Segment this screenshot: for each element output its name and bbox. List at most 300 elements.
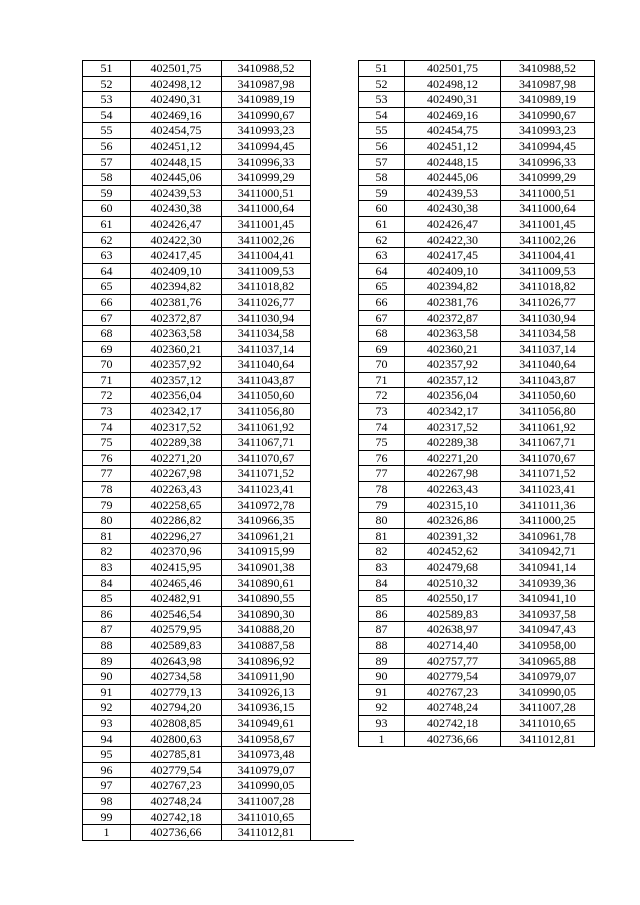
point-number-cell: 80 (359, 513, 405, 529)
y-coordinate-cell: 3411010,65 (501, 715, 595, 731)
y-coordinate-cell: 3410990,05 (501, 684, 595, 700)
point-number-cell: 77 (359, 466, 405, 482)
x-coordinate-cell: 402439,53 (405, 185, 501, 201)
y-coordinate-cell: 3410911,90 (222, 669, 311, 685)
coordinates-table-right-body (359, 61, 595, 747)
point-number-cell: 75 (359, 435, 405, 451)
table-row (83, 357, 355, 373)
empty-cell (311, 653, 355, 669)
point-number-cell: 60 (359, 201, 405, 217)
table-row (359, 528, 595, 544)
x-coordinate-cell: 402357,92 (131, 357, 222, 373)
table-row (83, 138, 355, 154)
y-coordinate-cell: 3410989,19 (222, 92, 311, 108)
x-coordinate-cell: 402643,98 (131, 653, 222, 669)
empty-cell (311, 357, 355, 373)
y-coordinate-cell: 3410993,23 (501, 123, 595, 139)
x-coordinate-cell: 402757,77 (405, 653, 501, 669)
empty-cell (311, 560, 355, 576)
empty-cell (311, 154, 355, 170)
empty-cell (311, 637, 355, 653)
table-row (83, 809, 355, 825)
empty-cell (311, 450, 355, 466)
x-coordinate-cell: 402589,83 (405, 606, 501, 622)
x-coordinate-cell: 402342,17 (405, 404, 501, 420)
empty-cell (311, 606, 355, 622)
empty-cell (311, 684, 355, 700)
x-coordinate-cell: 402271,20 (131, 450, 222, 466)
x-coordinate-cell: 402469,16 (405, 107, 501, 123)
point-number-cell: 62 (83, 232, 131, 248)
point-number-cell: 54 (83, 107, 131, 123)
y-coordinate-cell: 3411056,80 (501, 404, 595, 420)
y-coordinate-cell: 3410958,67 (222, 731, 311, 747)
point-number-cell: 99 (83, 809, 131, 825)
y-coordinate-cell: 3410941,10 (501, 591, 595, 607)
x-coordinate-cell: 402360,21 (405, 341, 501, 357)
point-number-cell: 73 (83, 404, 131, 420)
y-coordinate-cell: 3410990,67 (222, 107, 311, 123)
empty-cell (311, 123, 355, 139)
point-number-cell: 66 (359, 294, 405, 310)
x-coordinate-cell: 402439,53 (131, 185, 222, 201)
table-row (359, 684, 595, 700)
y-coordinate-cell: 3411037,14 (501, 341, 595, 357)
table-row (359, 61, 595, 77)
x-coordinate-cell: 402357,12 (405, 372, 501, 388)
empty-cell (311, 170, 355, 186)
y-coordinate-cell: 3410958,00 (501, 637, 595, 653)
table-row (359, 76, 595, 92)
point-number-cell: 85 (359, 591, 405, 607)
empty-cell (311, 138, 355, 154)
x-coordinate-cell: 402742,18 (131, 809, 222, 825)
x-coordinate-cell: 402501,75 (131, 61, 222, 77)
x-coordinate-cell: 402498,12 (131, 76, 222, 92)
x-coordinate-cell: 402363,58 (131, 326, 222, 342)
x-coordinate-cell: 402326,86 (405, 513, 501, 529)
point-number-cell: 95 (83, 747, 131, 763)
x-coordinate-cell: 402271,20 (405, 450, 501, 466)
table-row (83, 669, 355, 685)
x-coordinate-cell: 402426,47 (131, 216, 222, 232)
x-coordinate-cell: 402289,38 (131, 435, 222, 451)
point-number-cell: 98 (83, 793, 131, 809)
table-row (359, 372, 595, 388)
y-coordinate-cell: 3411061,92 (222, 419, 311, 435)
empty-cell (311, 497, 355, 513)
table-row (359, 513, 595, 529)
y-coordinate-cell: 3411009,53 (222, 263, 311, 279)
point-number-cell: 53 (359, 92, 405, 108)
y-coordinate-cell: 3411071,52 (501, 466, 595, 482)
empty-cell (311, 279, 355, 295)
table-row (359, 232, 595, 248)
y-coordinate-cell: 3410926,13 (222, 684, 311, 700)
y-coordinate-cell: 3410994,45 (501, 138, 595, 154)
x-coordinate-cell: 402748,24 (405, 700, 501, 716)
point-number-cell: 56 (83, 138, 131, 154)
table-row (83, 544, 355, 560)
y-coordinate-cell: 3411030,94 (501, 310, 595, 326)
point-number-cell: 57 (83, 154, 131, 170)
y-coordinate-cell: 3411043,87 (222, 372, 311, 388)
y-coordinate-cell: 3411050,60 (501, 388, 595, 404)
point-number-cell: 86 (359, 606, 405, 622)
point-number-cell: 79 (359, 497, 405, 513)
table-row (83, 92, 355, 108)
y-coordinate-cell: 3411018,82 (222, 279, 311, 295)
y-coordinate-cell: 3411004,41 (501, 248, 595, 264)
x-coordinate-cell: 402490,31 (131, 92, 222, 108)
table-row (83, 653, 355, 669)
y-coordinate-cell: 3411012,81 (501, 731, 595, 747)
x-coordinate-cell: 402469,16 (131, 107, 222, 123)
table-row (83, 279, 355, 295)
table-row (359, 357, 595, 373)
point-number-cell: 91 (359, 684, 405, 700)
y-coordinate-cell: 3411071,52 (222, 466, 311, 482)
x-coordinate-cell: 402748,24 (131, 793, 222, 809)
point-number-cell: 90 (359, 669, 405, 685)
y-coordinate-cell: 3410987,98 (501, 76, 595, 92)
empty-cell (311, 591, 355, 607)
y-coordinate-cell: 3411018,82 (501, 279, 595, 295)
table-row (83, 154, 355, 170)
x-coordinate-cell: 402736,66 (405, 731, 501, 747)
y-coordinate-cell: 3410915,99 (222, 544, 311, 560)
table-row (359, 170, 595, 186)
y-coordinate-cell: 3410993,23 (222, 123, 311, 139)
x-coordinate-cell: 402381,76 (131, 294, 222, 310)
table-row (83, 310, 355, 326)
y-coordinate-cell: 3411000,64 (222, 201, 311, 217)
empty-cell (311, 248, 355, 264)
empty-cell (311, 700, 355, 716)
point-number-cell: 56 (359, 138, 405, 154)
point-number-cell: 80 (83, 513, 131, 529)
empty-cell (311, 575, 355, 591)
y-coordinate-cell: 3410901,38 (222, 560, 311, 576)
point-number-cell: 87 (83, 622, 131, 638)
table-row (83, 185, 355, 201)
x-coordinate-cell: 402381,76 (405, 294, 501, 310)
empty-cell (311, 544, 355, 560)
table-row (359, 107, 595, 123)
point-number-cell: 58 (83, 170, 131, 186)
point-number-cell: 57 (359, 154, 405, 170)
table-row (83, 778, 355, 794)
x-coordinate-cell: 402445,06 (131, 170, 222, 186)
table-row (359, 154, 595, 170)
y-coordinate-cell: 3410973,48 (222, 747, 311, 763)
table-row (359, 435, 595, 451)
x-coordinate-cell: 402372,87 (131, 310, 222, 326)
x-coordinate-cell: 402465,46 (131, 575, 222, 591)
table-row (83, 170, 355, 186)
y-coordinate-cell: 3411026,77 (501, 294, 595, 310)
table-row (359, 341, 595, 357)
y-coordinate-cell: 3411000,64 (501, 201, 595, 217)
point-number-cell: 83 (359, 560, 405, 576)
x-coordinate-cell: 402448,15 (405, 154, 501, 170)
y-coordinate-cell: 3410999,29 (222, 170, 311, 186)
y-coordinate-cell: 3411050,60 (222, 388, 311, 404)
empty-cell (311, 435, 355, 451)
coordinates-table-left (82, 60, 354, 841)
point-number-cell: 61 (83, 216, 131, 232)
x-coordinate-cell: 402430,38 (405, 201, 501, 217)
x-coordinate-cell: 402714,40 (405, 637, 501, 653)
point-number-cell: 94 (83, 731, 131, 747)
point-number-cell: 96 (83, 762, 131, 778)
y-coordinate-cell: 3410949,61 (222, 715, 311, 731)
empty-cell (311, 622, 355, 638)
y-coordinate-cell: 3410989,19 (501, 92, 595, 108)
x-coordinate-cell: 402498,12 (405, 76, 501, 92)
point-number-cell: 52 (359, 76, 405, 92)
x-coordinate-cell: 402454,75 (405, 123, 501, 139)
point-number-cell: 72 (359, 388, 405, 404)
x-coordinate-cell: 402546,54 (131, 606, 222, 622)
point-number-cell: 63 (359, 248, 405, 264)
x-coordinate-cell: 402785,81 (131, 747, 222, 763)
table-row (83, 232, 355, 248)
x-coordinate-cell: 402360,21 (131, 341, 222, 357)
y-coordinate-cell: 3411030,94 (222, 310, 311, 326)
coordinates-table-right (358, 60, 595, 747)
x-coordinate-cell: 402357,92 (405, 357, 501, 373)
empty-cell (311, 762, 355, 778)
empty-cell (311, 216, 355, 232)
point-number-cell: 62 (359, 232, 405, 248)
table-row (359, 482, 595, 498)
y-coordinate-cell: 3410890,61 (222, 575, 311, 591)
y-coordinate-cell: 3411002,26 (222, 232, 311, 248)
empty-cell (311, 201, 355, 217)
x-coordinate-cell: 402734,58 (131, 669, 222, 685)
empty-cell (311, 185, 355, 201)
point-number-cell: 92 (359, 700, 405, 716)
y-coordinate-cell: 3411002,26 (501, 232, 595, 248)
y-coordinate-cell: 3411040,64 (222, 357, 311, 373)
x-coordinate-cell: 402409,10 (131, 263, 222, 279)
y-coordinate-cell: 3410979,07 (501, 669, 595, 685)
table-row (359, 294, 595, 310)
empty-cell (311, 825, 355, 841)
empty-cell (311, 341, 355, 357)
empty-cell (311, 482, 355, 498)
point-number-cell: 70 (83, 357, 131, 373)
x-coordinate-cell: 402317,52 (405, 419, 501, 435)
table-row (83, 637, 355, 653)
x-coordinate-cell: 402579,95 (131, 622, 222, 638)
table-row (359, 450, 595, 466)
table-row (83, 419, 355, 435)
y-coordinate-cell: 3410887,58 (222, 637, 311, 653)
point-number-cell: 54 (359, 107, 405, 123)
empty-cell (311, 294, 355, 310)
x-coordinate-cell: 402356,04 (131, 388, 222, 404)
empty-cell (311, 404, 355, 420)
y-coordinate-cell: 3410890,55 (222, 591, 311, 607)
y-coordinate-cell: 3410999,29 (501, 170, 595, 186)
table-row (359, 404, 595, 420)
table-row (83, 107, 355, 123)
y-coordinate-cell: 3411007,28 (222, 793, 311, 809)
table-row (359, 123, 595, 139)
table-row (83, 450, 355, 466)
point-number-cell: 71 (359, 372, 405, 388)
empty-cell (311, 466, 355, 482)
x-coordinate-cell: 402490,31 (405, 92, 501, 108)
y-coordinate-cell: 3410990,67 (501, 107, 595, 123)
empty-cell (311, 388, 355, 404)
empty-cell (311, 747, 355, 763)
x-coordinate-cell: 402394,82 (405, 279, 501, 295)
y-coordinate-cell: 3411001,45 (222, 216, 311, 232)
table-row (83, 825, 355, 841)
table-row (359, 310, 595, 326)
table-row (83, 61, 355, 77)
table-row (83, 263, 355, 279)
point-number-cell: 59 (83, 185, 131, 201)
table-row (83, 700, 355, 716)
point-number-cell: 86 (83, 606, 131, 622)
point-number-cell: 97 (83, 778, 131, 794)
empty-cell (311, 715, 355, 731)
y-coordinate-cell: 3410979,07 (222, 762, 311, 778)
table-row (359, 544, 595, 560)
point-number-cell: 66 (83, 294, 131, 310)
y-coordinate-cell: 3411061,92 (501, 419, 595, 435)
x-coordinate-cell: 402451,12 (131, 138, 222, 154)
x-coordinate-cell: 402767,23 (405, 684, 501, 700)
point-number-cell: 74 (359, 419, 405, 435)
x-coordinate-cell: 402451,12 (405, 138, 501, 154)
point-number-cell: 75 (83, 435, 131, 451)
point-number-cell: 91 (83, 684, 131, 700)
y-coordinate-cell: 3410888,20 (222, 622, 311, 638)
y-coordinate-cell: 3410961,21 (222, 528, 311, 544)
point-number-cell: 78 (359, 482, 405, 498)
point-number-cell: 87 (359, 622, 405, 638)
point-number-cell: 61 (359, 216, 405, 232)
y-coordinate-cell: 3411000,51 (501, 185, 595, 201)
table-row (359, 216, 595, 232)
x-coordinate-cell: 402510,32 (405, 575, 501, 591)
table-row (83, 201, 355, 217)
x-coordinate-cell: 402482,91 (131, 591, 222, 607)
x-coordinate-cell: 402356,04 (405, 388, 501, 404)
x-coordinate-cell: 402370,96 (131, 544, 222, 560)
y-coordinate-cell: 3411070,67 (222, 450, 311, 466)
y-coordinate-cell: 3410965,88 (501, 653, 595, 669)
table-row (359, 715, 595, 731)
table-row (83, 560, 355, 576)
x-coordinate-cell: 402430,38 (131, 201, 222, 217)
point-number-cell: 78 (83, 482, 131, 498)
point-number-cell: 60 (83, 201, 131, 217)
y-coordinate-cell: 3410961,78 (501, 528, 595, 544)
point-number-cell: 81 (83, 528, 131, 544)
x-coordinate-cell: 402363,58 (405, 326, 501, 342)
x-coordinate-cell: 402589,83 (131, 637, 222, 653)
x-coordinate-cell: 402391,32 (405, 528, 501, 544)
y-coordinate-cell: 3411012,81 (222, 825, 311, 841)
table-row (83, 606, 355, 622)
point-number-cell: 89 (83, 653, 131, 669)
table-row (83, 591, 355, 607)
table-row (83, 731, 355, 747)
point-number-cell: 65 (359, 279, 405, 295)
empty-cell (311, 107, 355, 123)
x-coordinate-cell: 402550,17 (405, 591, 501, 607)
x-coordinate-cell: 402317,52 (131, 419, 222, 435)
coordinates-table-left-body (83, 61, 355, 841)
y-coordinate-cell: 3410942,71 (501, 544, 595, 560)
table-row (83, 684, 355, 700)
y-coordinate-cell: 3411023,41 (501, 482, 595, 498)
table-row (359, 653, 595, 669)
point-number-cell: 72 (83, 388, 131, 404)
y-coordinate-cell: 3411037,14 (222, 341, 311, 357)
x-coordinate-cell: 402372,87 (405, 310, 501, 326)
table-row (359, 669, 595, 685)
table-row (359, 591, 595, 607)
table-row (83, 528, 355, 544)
empty-cell (311, 528, 355, 544)
point-number-cell: 1 (359, 731, 405, 747)
x-coordinate-cell: 402394,82 (131, 279, 222, 295)
y-coordinate-cell: 3411056,80 (222, 404, 311, 420)
point-number-cell: 82 (83, 544, 131, 560)
y-coordinate-cell: 3411034,58 (222, 326, 311, 342)
table-row (359, 731, 595, 747)
empty-cell (311, 778, 355, 794)
table-row (83, 762, 355, 778)
point-number-cell: 76 (83, 450, 131, 466)
y-coordinate-cell: 3410937,58 (501, 606, 595, 622)
table-row (359, 637, 595, 653)
point-number-cell: 84 (359, 575, 405, 591)
point-number-cell: 64 (83, 263, 131, 279)
y-coordinate-cell: 3411010,65 (222, 809, 311, 825)
x-coordinate-cell: 402501,75 (405, 61, 501, 77)
point-number-cell: 89 (359, 653, 405, 669)
point-number-cell: 92 (83, 700, 131, 716)
empty-cell (311, 263, 355, 279)
x-coordinate-cell: 402800,63 (131, 731, 222, 747)
table-row (83, 216, 355, 232)
point-number-cell: 84 (83, 575, 131, 591)
x-coordinate-cell: 402638,97 (405, 622, 501, 638)
y-coordinate-cell: 3411007,28 (501, 700, 595, 716)
point-number-cell: 73 (359, 404, 405, 420)
y-coordinate-cell: 3410996,33 (501, 154, 595, 170)
x-coordinate-cell: 402296,27 (131, 528, 222, 544)
table-row (83, 793, 355, 809)
x-coordinate-cell: 402742,18 (405, 715, 501, 731)
table-row (359, 263, 595, 279)
empty-cell (311, 419, 355, 435)
point-number-cell: 93 (83, 715, 131, 731)
y-coordinate-cell: 3411023,41 (222, 482, 311, 498)
table-row (83, 372, 355, 388)
point-number-cell: 69 (83, 341, 131, 357)
point-number-cell: 1 (83, 825, 131, 841)
table-row (83, 76, 355, 92)
